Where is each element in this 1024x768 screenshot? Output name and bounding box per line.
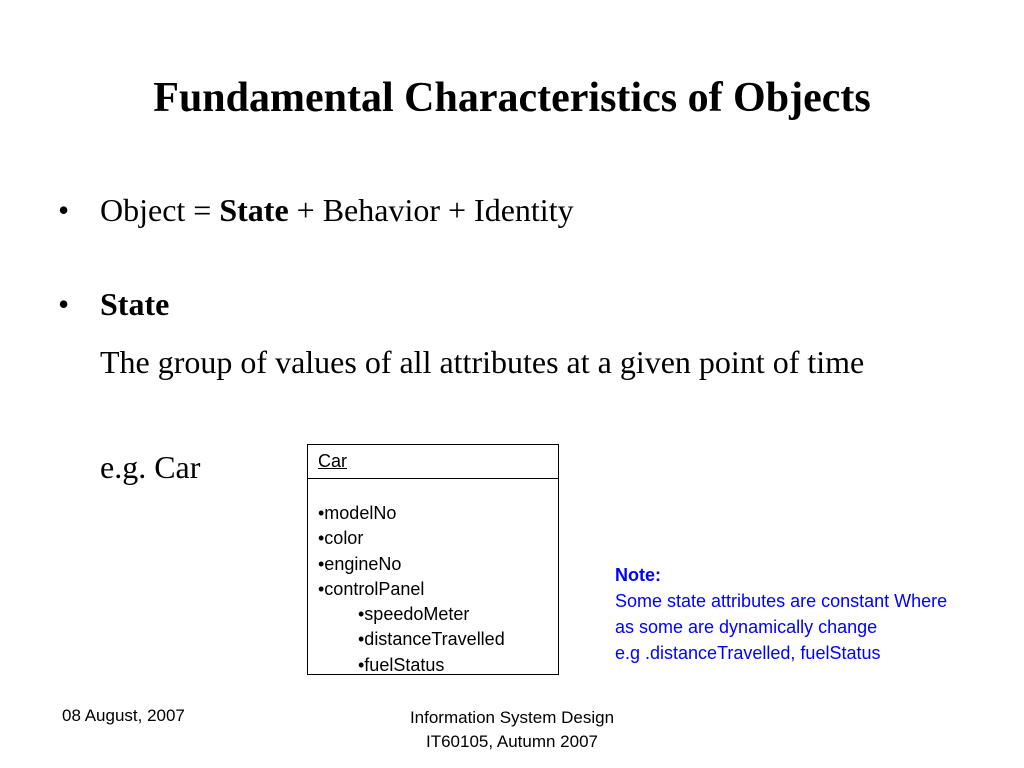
uml-sub-attribute: •fuelStatus (358, 654, 445, 675)
uml-sub-attribute: •distanceTravelled (358, 629, 505, 650)
bullet-marker: • (58, 192, 70, 228)
state-example: e.g. Car (100, 449, 201, 485)
uml-attribute: •controlPanel (318, 578, 425, 599)
footer-course (362, 706, 662, 754)
bullet-marker: • (58, 286, 70, 322)
note-line: as some are dynamically change (615, 617, 878, 637)
uml-class-box (307, 444, 559, 675)
bullet-object-definition (58, 190, 574, 230)
note-line: e.g .distanceTravelled, fuelStatus (615, 643, 881, 663)
state-heading: State (100, 286, 170, 322)
state-definition: The group of values of all attributes at a given point of time (100, 344, 865, 380)
note-callout (615, 562, 947, 666)
object-equation-state: State (219, 192, 289, 228)
uml-sub-attribute: •speedoMeter (358, 604, 470, 625)
footer-course-term: IT60105, Autumn 2007 (425, 732, 599, 751)
uml-class-name-compartment (308, 445, 558, 479)
note-heading: Note: (615, 565, 661, 585)
uml-attribute: •color (318, 528, 364, 549)
uml-attribute: •modelNo (318, 503, 397, 523)
object-equation-part2: + Behavior + Identity (288, 192, 574, 228)
footer-course-title: Information System Design (409, 708, 615, 727)
note-line: Some state attributes are constant Where (615, 591, 948, 611)
bullet-state (58, 284, 169, 324)
uml-attribute: •engineNo (318, 553, 402, 574)
slide-title: Fundamental Characteristics of Objects (153, 75, 871, 121)
uml-attribute-compartment (308, 479, 558, 678)
footer-date: 08 August, 2007 (62, 706, 185, 725)
uml-class-name: Car (318, 451, 348, 471)
object-equation-part1: Object = (100, 192, 220, 228)
